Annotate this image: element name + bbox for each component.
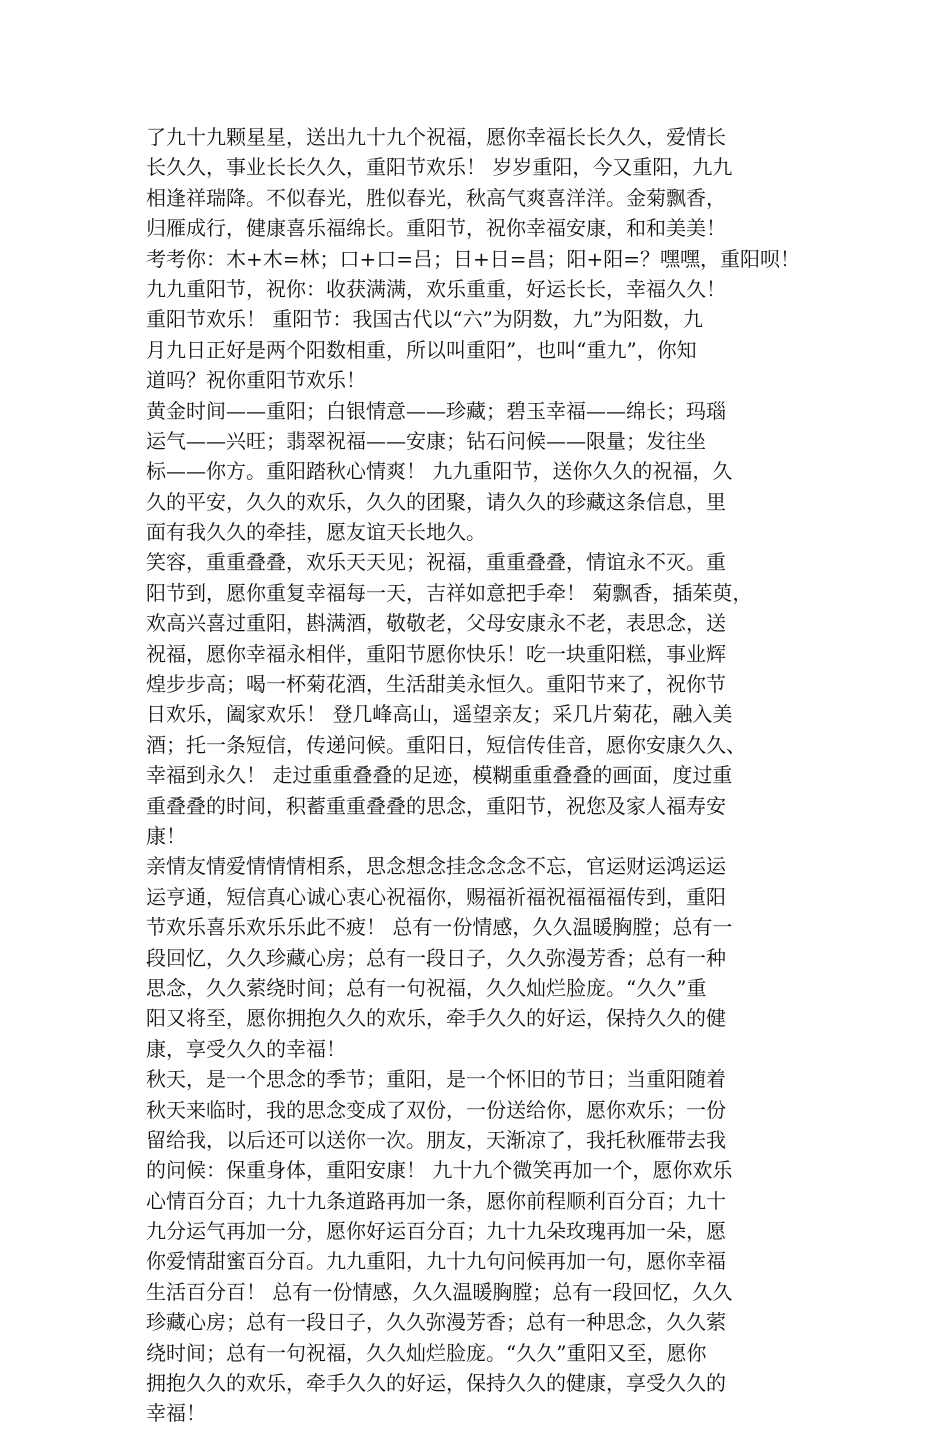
text-line: 运亨通，短信真心诚心衷心祝福你，赐福祈福祝福福福传到，重阳 (146, 884, 726, 909)
text-line: 阳又将至，愿你拥抱久久的欢乐，牵手久久的好运，保持久久的健 (146, 1006, 726, 1031)
text-line: 幸福！ (146, 1401, 206, 1426)
body-text (146, 122, 811, 1429)
text-line: 思念，久久萦绕时间；总有一句祝福，久久灿烂脸庞。“久久”重 (146, 975, 707, 1000)
text-line: 节欢乐喜乐欢乐乐此不疲！ 总有一份情感，久久温暖胸膛；总有一 (146, 915, 733, 940)
text-line: 标——你方。重阳踏秋心情爽！ 九九重阳节，送你久久的祝福，久 (146, 459, 733, 484)
text-line: 笑容，重重叠叠，欢乐天天见；祝福，重重叠叠，情谊永不灭。重 (146, 550, 726, 575)
text-line: 月九日正好是两个阳数相重，所以叫重阳”，也叫“重九”，你知 (146, 337, 697, 362)
text-line: 绕时间；总有一句祝福，久久灿烂脸庞。“久久”重阳又至，愿你 (146, 1340, 707, 1365)
text-line: 煌步步高；喝一杯菊花酒，生活甜美永恒久。重阳节来了，祝你节 (146, 672, 726, 697)
text-line: 了九十九颗星星，送出九十九个祝福，愿你幸福长长久久，爱情长 (146, 125, 726, 149)
text-line: 欢高兴喜过重阳，斟满酒，敬敬老，父母安康永不老，表思念，送 (146, 611, 726, 636)
text-line: 阳节到，愿你重复幸福每一天，吉祥如意把手牵！ 菊飘香，插茱萸， (146, 580, 753, 605)
text-line: 重叠叠的时间，积蓄重重叠叠的思念，重阳节，祝您及家人福寿安 (146, 793, 726, 818)
text-line: 归雁成行，健康喜乐福绵长。重阳节，祝你幸福安康，和和美美！ (146, 216, 726, 241)
text-line: 九九重阳节，祝你：收获满满，欢乐重重，好运长长，幸福久久！ (146, 276, 726, 301)
text-line: 心情百分百；九十九条道路再加一条，愿你前程顺利百分百；九十 (146, 1188, 726, 1213)
text-line: 康！ (146, 823, 186, 848)
text-line: 久的平安，久久的欢乐，久久的团聚，请久久的珍藏这条信息，里 (146, 489, 726, 514)
text-line: 黄金时间——重阳；白银情意——珍藏；碧玉幸福——绵长；玛瑙 (146, 398, 726, 423)
text-line: 酒；托一条短信，传递问候。重阳日，短信传佳音，愿你安康久久、 (146, 732, 746, 757)
text-line: 亲情友情爱情情情相系，思念想念挂念念念不忘，官运财运鸿运运 (146, 854, 726, 879)
text-line: 考考你：木+木=林；口+口=吕；日+日=昌；阳+阳=？嘿嘿，重阳呗！ (146, 246, 801, 271)
text-line: 面有我久久的牵挂，愿友谊天长地久。 (146, 520, 486, 545)
text-line: 秋天，是一个思念的季节；重阳，是一个怀旧的节日；当重阳随着 (146, 1067, 726, 1092)
text-line: 长久久，事业长长久久，重阳节欢乐！ 岁岁重阳，今又重阳，九九 (146, 155, 733, 180)
text-line: 幸福到永久！ 走过重重叠叠的足迹，模糊重重叠叠的画面，度过重 (146, 763, 733, 788)
text-line: 段回忆，久久珍藏心房；总有一段日子，久久弥漫芳香；总有一种 (146, 945, 726, 970)
text-line: 生活百分百！ 总有一份情感，久久温暖胸膛；总有一段回忆，久久 (146, 1279, 733, 1304)
text-line: 相逢祥瑞降。不似春光，胜似春光，秋高气爽喜洋洋。金菊飘香， (146, 185, 726, 210)
text-line: 你爱情甜蜜百分百。九九重阳，九十九句问候再加一句，愿你幸福 (146, 1249, 726, 1274)
text-line: 珍藏心房；总有一段日子，久久弥漫芳香；总有一种思念，久久萦 (146, 1310, 726, 1335)
text-line: 拥抱久久的欢乐，牵手久久的好运，保持久久的健康，享受久久的 (146, 1371, 726, 1396)
text-line: 康，享受久久的幸福！ (146, 1036, 346, 1061)
text-line: 道吗？祝你重阳节欢乐！ (146, 368, 366, 393)
text-line: 祝福，愿你幸福永相伴，重阳节愿你快乐！吃一块重阳糕，事业辉 (146, 641, 726, 666)
text-line: 运气——兴旺；翡翠祝福——安康；钻石问候——限量；发往坐 (146, 428, 706, 453)
text-line: 的问候：保重身体，重阳安康！ 九十九个微笑再加一个，愿你欢乐 (146, 1158, 733, 1183)
text-line: 日欢乐，阖家欢乐！ 登几峰高山，遥望亲友；采几片菊花，融入美 (146, 702, 733, 727)
text-line: 九分运气再加一分，愿你好运百分百；九十九朵玫瑰再加一朵，愿 (146, 1219, 726, 1244)
text-line: 留给我，以后还可以送你一次。朋友，天渐凉了，我托秋雁带去我 (146, 1127, 726, 1152)
text-line: 秋天来临时，我的思念变成了双份，一份送给你，愿你欢乐；一份 (146, 1097, 726, 1122)
text-line: 重阳节欢乐！ 重阳节：我国古代以“六”为阴数，九”为阳数，九 (146, 307, 704, 332)
